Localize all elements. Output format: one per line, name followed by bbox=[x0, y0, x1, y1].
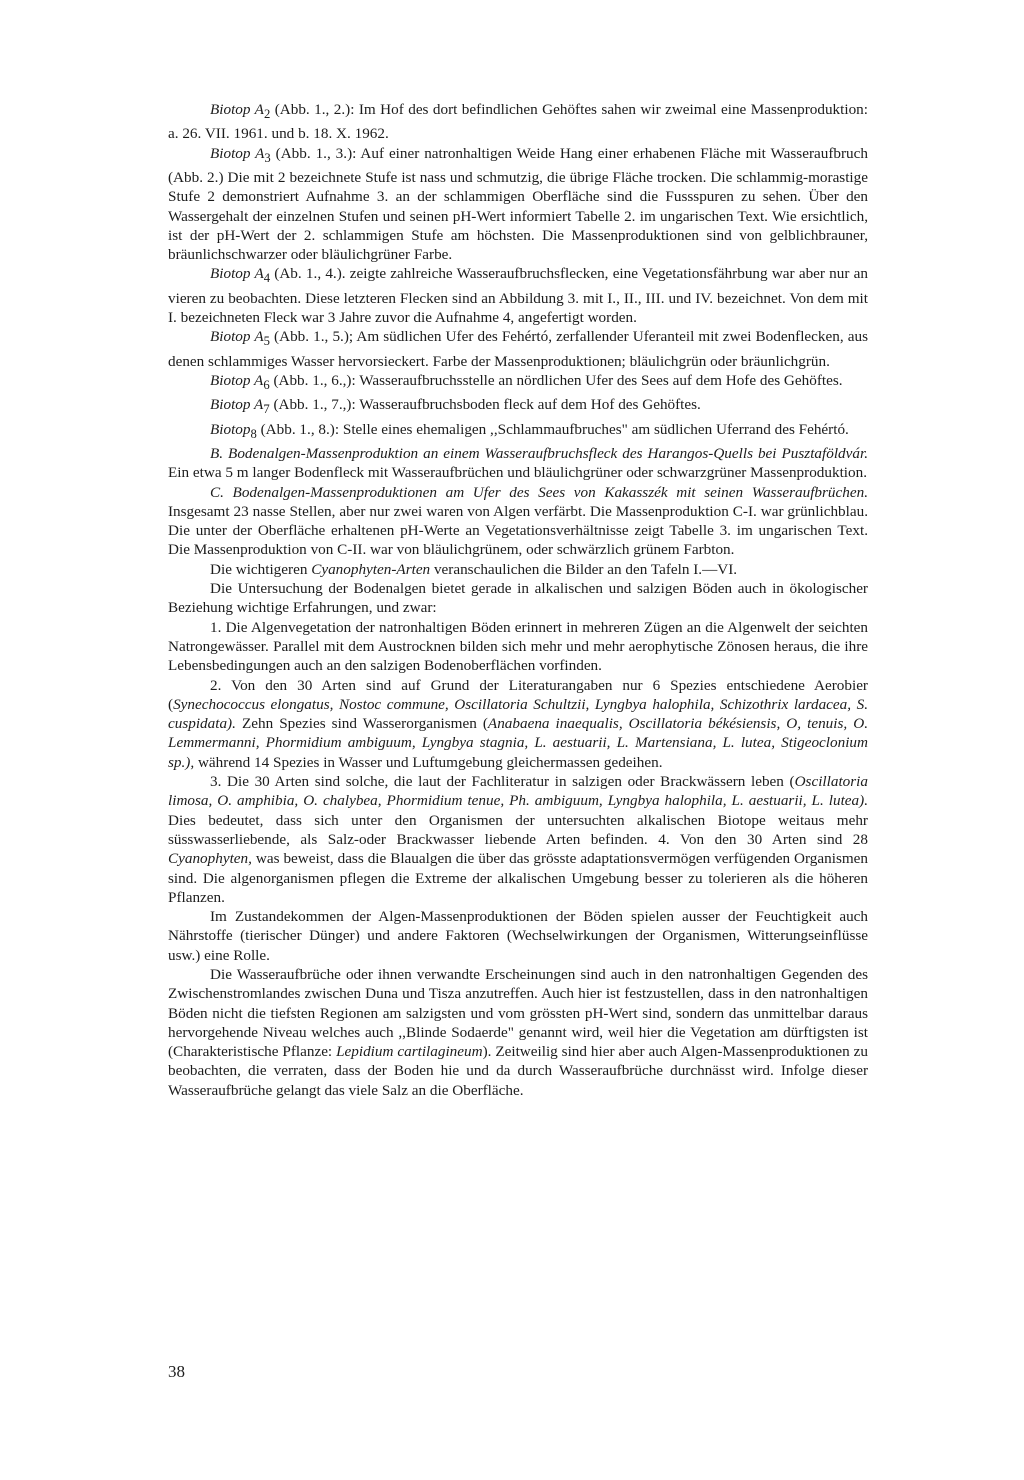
paragraph-section-b: B. Bodenalgen-Massenproduktion an einem Wasseraufbruchsfleck des Harangos-Quells bei Pusztaföldvár. Ein etwa 5 m langer Bodenfleck mit Wasseraufbrüchen und bläulichgrüner oder schwarzgrüner Massenproduktion. bbox=[168, 444, 868, 482]
paragraph-biotop-a4: Biotop $A_4$ (Ab. 1., 4.). zeigte zahlreiche Wasseraufbruchsflecken, eine Vegetationsfährbung war aber nur an vieren zu beobachten. Diese letzteren Flecken sind an Abbildung 3. mit I., II., III. und IV. bezeichnet. Von dem mit I. bezeichneten Fleck war 3 Jahre zuvor die Aufnahme 4, angefertigt worden. bbox=[168, 265, 868, 327]
paragraph-biotop-a7: Biotop $A_7$ (Abb. 1., 7.,): Wasseraufbruchsboden fleck auf dem Hof des Gehöftes. bbox=[210, 396, 701, 417]
paragraph-point-1: 1. Die Algenvegetation der natronhaltigen Böden erinnert in mehreren Zügen an die Algenwelt der seichten Natrongewässer. Parallel mit dem Austrocknen bilden sich mehr und mehr aerophytische Zönosen heraus, die ihre Lebensbedingungen auch an den salzigen Bodenoberflächen vorfinden. bbox=[168, 618, 868, 675]
paragraph-biotop-8: Biotop$_8$ (Abb. 1., 8.): Stelle eines ehemaligen ,,Schlammaufbruches" am südlichen Uferrand des Fehértó. bbox=[210, 420, 849, 441]
paragraph-section-c: C. Bodenalgen-Massenproduktionen am Ufer des Sees von Kakasszék mit seinen Wasseraufbrüchen. Insgesamt 23 nasse Stellen, aber nur zwei waren von Algen verfärbt. Die Massenproduktion C-I. war grünlichblau. Die unter der Oberfläche erhaltenen pH-Werte an Vegetationsverhältnisse zeigt Tabelle 3. im ungarischen Text. Die Massenproduktion von C-II. war von bläulichgrünem, oder schwärzlich grünem Farbton. bbox=[168, 483, 868, 559]
paragraph-zustandekommen: Im Zustandekommen der Algen-Massenproduktionen der Böden spielen ausser der Feuchtigkeit auch Nährstoffe (tierischer Dünger) und andere Faktoren (Wechselwirkungen der Organismen, Witterungseinflüsse usw.) eine Rolle. bbox=[168, 908, 868, 964]
paragraph-cyanophyten: Die wichtigeren Cyanophyten-Arten veranschaulichen die Bilder an den Tafeln I.—VI. bbox=[210, 560, 738, 578]
paragraph-biotop-a3: Biotop $A_3$ (Abb. 1., 3.): Auf einer natronhaltigen Weide Hang einer erhabenen Fläche mit Wasseraufbruch (Abb. 2.) Die mit 2 bezeichnete Stufe ist nass und schmutzig, die übrige Fläche trocken. Die schlammig-morastige Stufe 2 demonstriert Aufnahme 3. an der schlammigen Oberfläche sind die Fussspuren zu sehen. Über den Wassergehalt der einzelnen Stufen und seinen pH-Wert informiert Tabelle 2. im ungarischen Text. Wie ersichtlich, ist der pH-Wert der 2. schlammigen Stufe am höchsten. Die Massenproduktionen sind von gelblichbrauner, bräunlichschwarzer oder bläulichgrüner Farbe. bbox=[168, 144, 868, 264]
paragraph-untersuchung: Die Untersuchung der Bodenalgen bietet gerade in alkalischen und salzigen Böden auch in ökologischer Beziehung wichtige Erfahrungen, und zwar: bbox=[168, 580, 868, 617]
article-body bbox=[168, 100, 868, 1100]
paragraph-biotop-a5: Biotop $A_5$ (Abb. 1., 5.); Am südlichen Ufer des Fehértó, zerfallender Uferanteil mit zwei Bodenflecken, aus denen schlammiges Wasser hervorsieckert. Farbe der Massenproduktionen; bläulichgrün oder bräunlichgrün. bbox=[168, 328, 868, 370]
paragraph-biotop-a6: Biotop $A_6$ (Abb. 1., 6.,): Wasseraufbruchsstelle an nördlichen Ufer des Sees auf dem Hofe des Gehöftes. bbox=[210, 371, 843, 393]
paragraph-wasseraufbrueche: Die Wasseraufbrüche oder ihnen verwandte Erscheinungen sind auch in den natronhaltigen Gegenden des Zwischenstromlandes zwischen Duna und Tisza anzutreffen. Auch hier ist festzustellen, dass in den natronhaltigen Böden nicht die tiefsten Regionen am salzigsten und vom grössten pH-Wert sind, sondern das unmittelbar daraus hervorgehende Niveau welches auch ,,Blinde Sodaerde" genannt wird, weil hier die Vegetation am dürftigsten ist (Charakteristische Pflanze: Lepidium cartilagineum). Zeitweilig sind hier aber auch Algen-Massenproduktionen zu beobachten, die verraten, dass der Boden hie und da durch Wasseraufbrüche durchnässt wird. Infolge dieser Wasseraufbrüche gelangt das viele Salz an die Oberfläche. bbox=[168, 965, 869, 1099]
paragraph-point-3: 3. Die 30 Arten sind solche, die laut der Fachliteratur in salzigen oder Brackwässern leben (Oscillatoria limosa, O. amphibia, O. chalybea, Phormidium tenue, Ph. ambiguum, Lyngbya halophila, L. aestuarii, L. lutea). Dies bedeutet, dass sich unter den Organismen der untersuchten alkalischen Biotope weitaus mehr süsswasserliebende, als Salz-oder Brackwasser liebende Arten befinden. 4. Von den 30 Arten sind 28 Cyanophyten, was beweist, dass die Blaualgen die über das grösste adaptationsvermögen verfügenden Organismen sind. Die algenorganismen pflegen die Extreme der alkalischen Umgebung besser zu tolerieren als die höheren Pflanzen. bbox=[168, 773, 868, 906]
paragraph-biotop-a2: Biotop $A_2$ (Abb. 1., 2.): Im Hof des dort befindlichen Gehöftes sahen wir zweimal eine Massenproduktion: a. 26. VII. 1961. und b. 18. X. 1962. bbox=[168, 101, 868, 143]
page-number: 38 bbox=[168, 1362, 185, 1381]
paragraph-point-2: 2. Von den 30 Arten sind auf Grund der Literaturangaben nur 6 Spezies entschiedene Aerobier (Synechococcus elongatus, Nostoc commune, Oscillatoria Schultzii, Lyngbya halophila, Schizothrix lardacea, S. cuspidata). Zehn Spezies sind Wasserorganismen (Anabaena inaequalis, Oscillatoria békésiensis, O, tenuis, O. Lemmermanni, Phormidium ambiguum, Lyngbya stagnia, L. aestuarii, L. Martensiana, L. lutea, Stigeoclonium sp.), während 14 Spezies in Wasser und Luftumgebung gleichermassen gedeihen. bbox=[168, 676, 868, 771]
